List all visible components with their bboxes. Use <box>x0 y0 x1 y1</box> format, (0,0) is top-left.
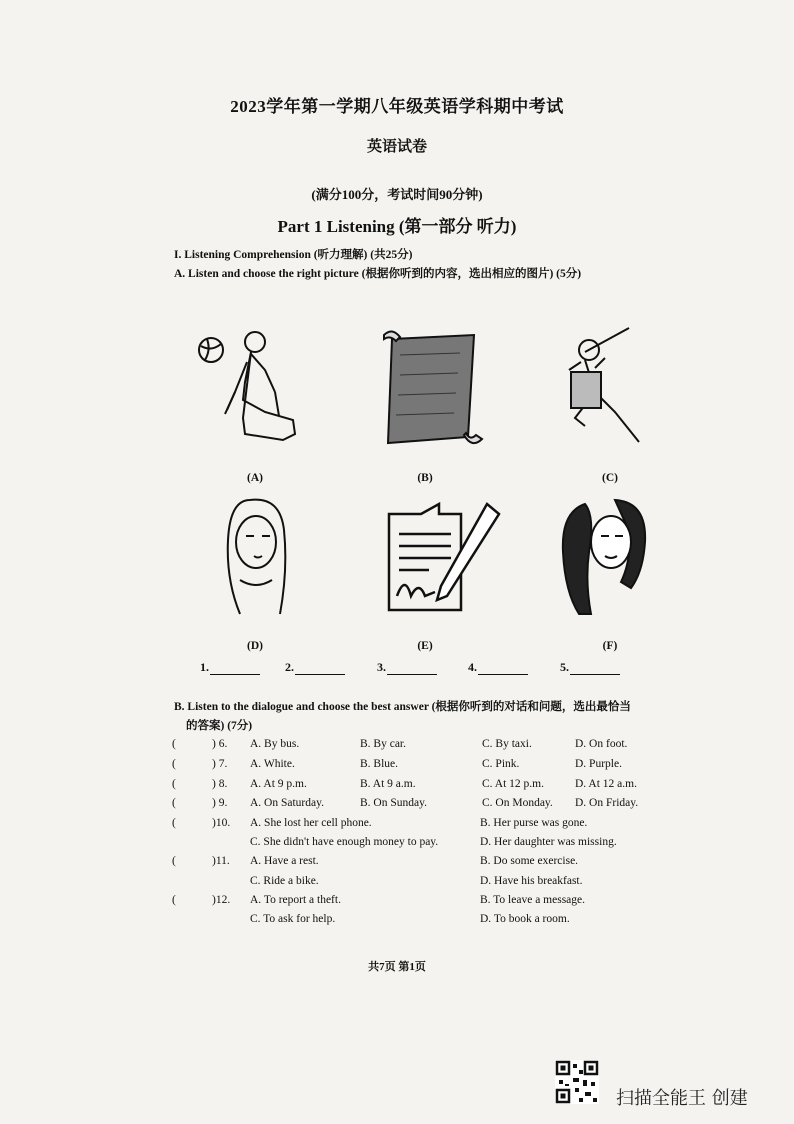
question-10-cont: C. She didn't have enough money to pay. D. Her daughter was missing. <box>250 836 617 848</box>
answer-blank-5[interactable]: 5. <box>560 660 620 675</box>
picture-label-d: (D) <box>247 640 263 652</box>
page-number: 共7页 第1页 <box>368 961 426 973</box>
picture-label-f: (F) <box>602 640 618 652</box>
question-11: ( )11. A. Have a rest. B. Do some exercise. <box>172 855 579 867</box>
section-b-heading-cont: 的答案) (7分) <box>186 720 253 732</box>
answer-blank-2[interactable]: 2. <box>285 660 345 675</box>
qr-code-icon <box>555 1060 599 1104</box>
answer-blank-4[interactable]: 4. <box>468 660 528 675</box>
answer-blank-3[interactable]: 3. <box>377 660 437 675</box>
question-8: ( ) 8. A. At 9 p.m. B. At 9 a.m. C. At 12 p.m. D. At 12 a.m. <box>172 778 637 790</box>
volleyball-player-icon <box>195 322 325 452</box>
question-9: ( ) 9. A. On Saturday. B. On Sunday. C. On Monday. D. On Friday. <box>172 797 639 809</box>
question-10: ( )10. A. She lost her cell phone. B. Her purse was gone. <box>172 817 588 829</box>
section-a-heading: A. Listen and choose the right picture (根据你听到的内容，选出相应的图片) (5分) <box>174 268 582 280</box>
exam-title: 2023学年第一学期八年级英语学科期中考试 <box>230 97 564 116</box>
picture-label-c: (C) <box>602 472 618 484</box>
answer-blank-1[interactable]: 1. <box>200 660 260 675</box>
section-i-heading: I. Listening Comprehension (听力理解) (共25分) <box>174 249 413 261</box>
question-6: ( ) 6. A. By bus. B. By car. C. By taxi. D. On foot. <box>172 738 628 750</box>
cricket-batsman-icon <box>555 322 685 452</box>
question-7: ( ) 7. A. White. B. Blue. C. Pink. D. Purple. <box>172 758 622 770</box>
picture-label-b: (B) <box>417 472 433 484</box>
exam-subtitle: 英语试卷 <box>366 139 427 155</box>
document-signing-icon <box>385 500 515 630</box>
question-12-cont: C. To ask for help. D. To book a room. <box>250 913 570 925</box>
picture-label-e: (E) <box>417 640 433 652</box>
scanner-watermark: 扫描全能王 创建 <box>616 1088 748 1109</box>
question-12: ( )12. A. To report a theft. B. To leave a message. <box>172 894 586 906</box>
section-b-heading: B. Listen to the dialogue and choose the best answer (根据你听到的对话和问题，选出最恰当 <box>174 701 631 713</box>
curly-hair-woman-icon <box>555 492 685 622</box>
score-info: (满分100分，考试时间90分钟) <box>311 187 483 202</box>
question-11-cont: C. Ride a bike. D. Have his breakfast. <box>250 875 583 887</box>
long-hair-girl-icon <box>210 490 340 620</box>
scroll-map-icon <box>370 325 500 455</box>
part-heading: Part 1 Listening (第一部分 听力) <box>277 217 517 236</box>
picture-label-a: (A) <box>247 472 263 484</box>
